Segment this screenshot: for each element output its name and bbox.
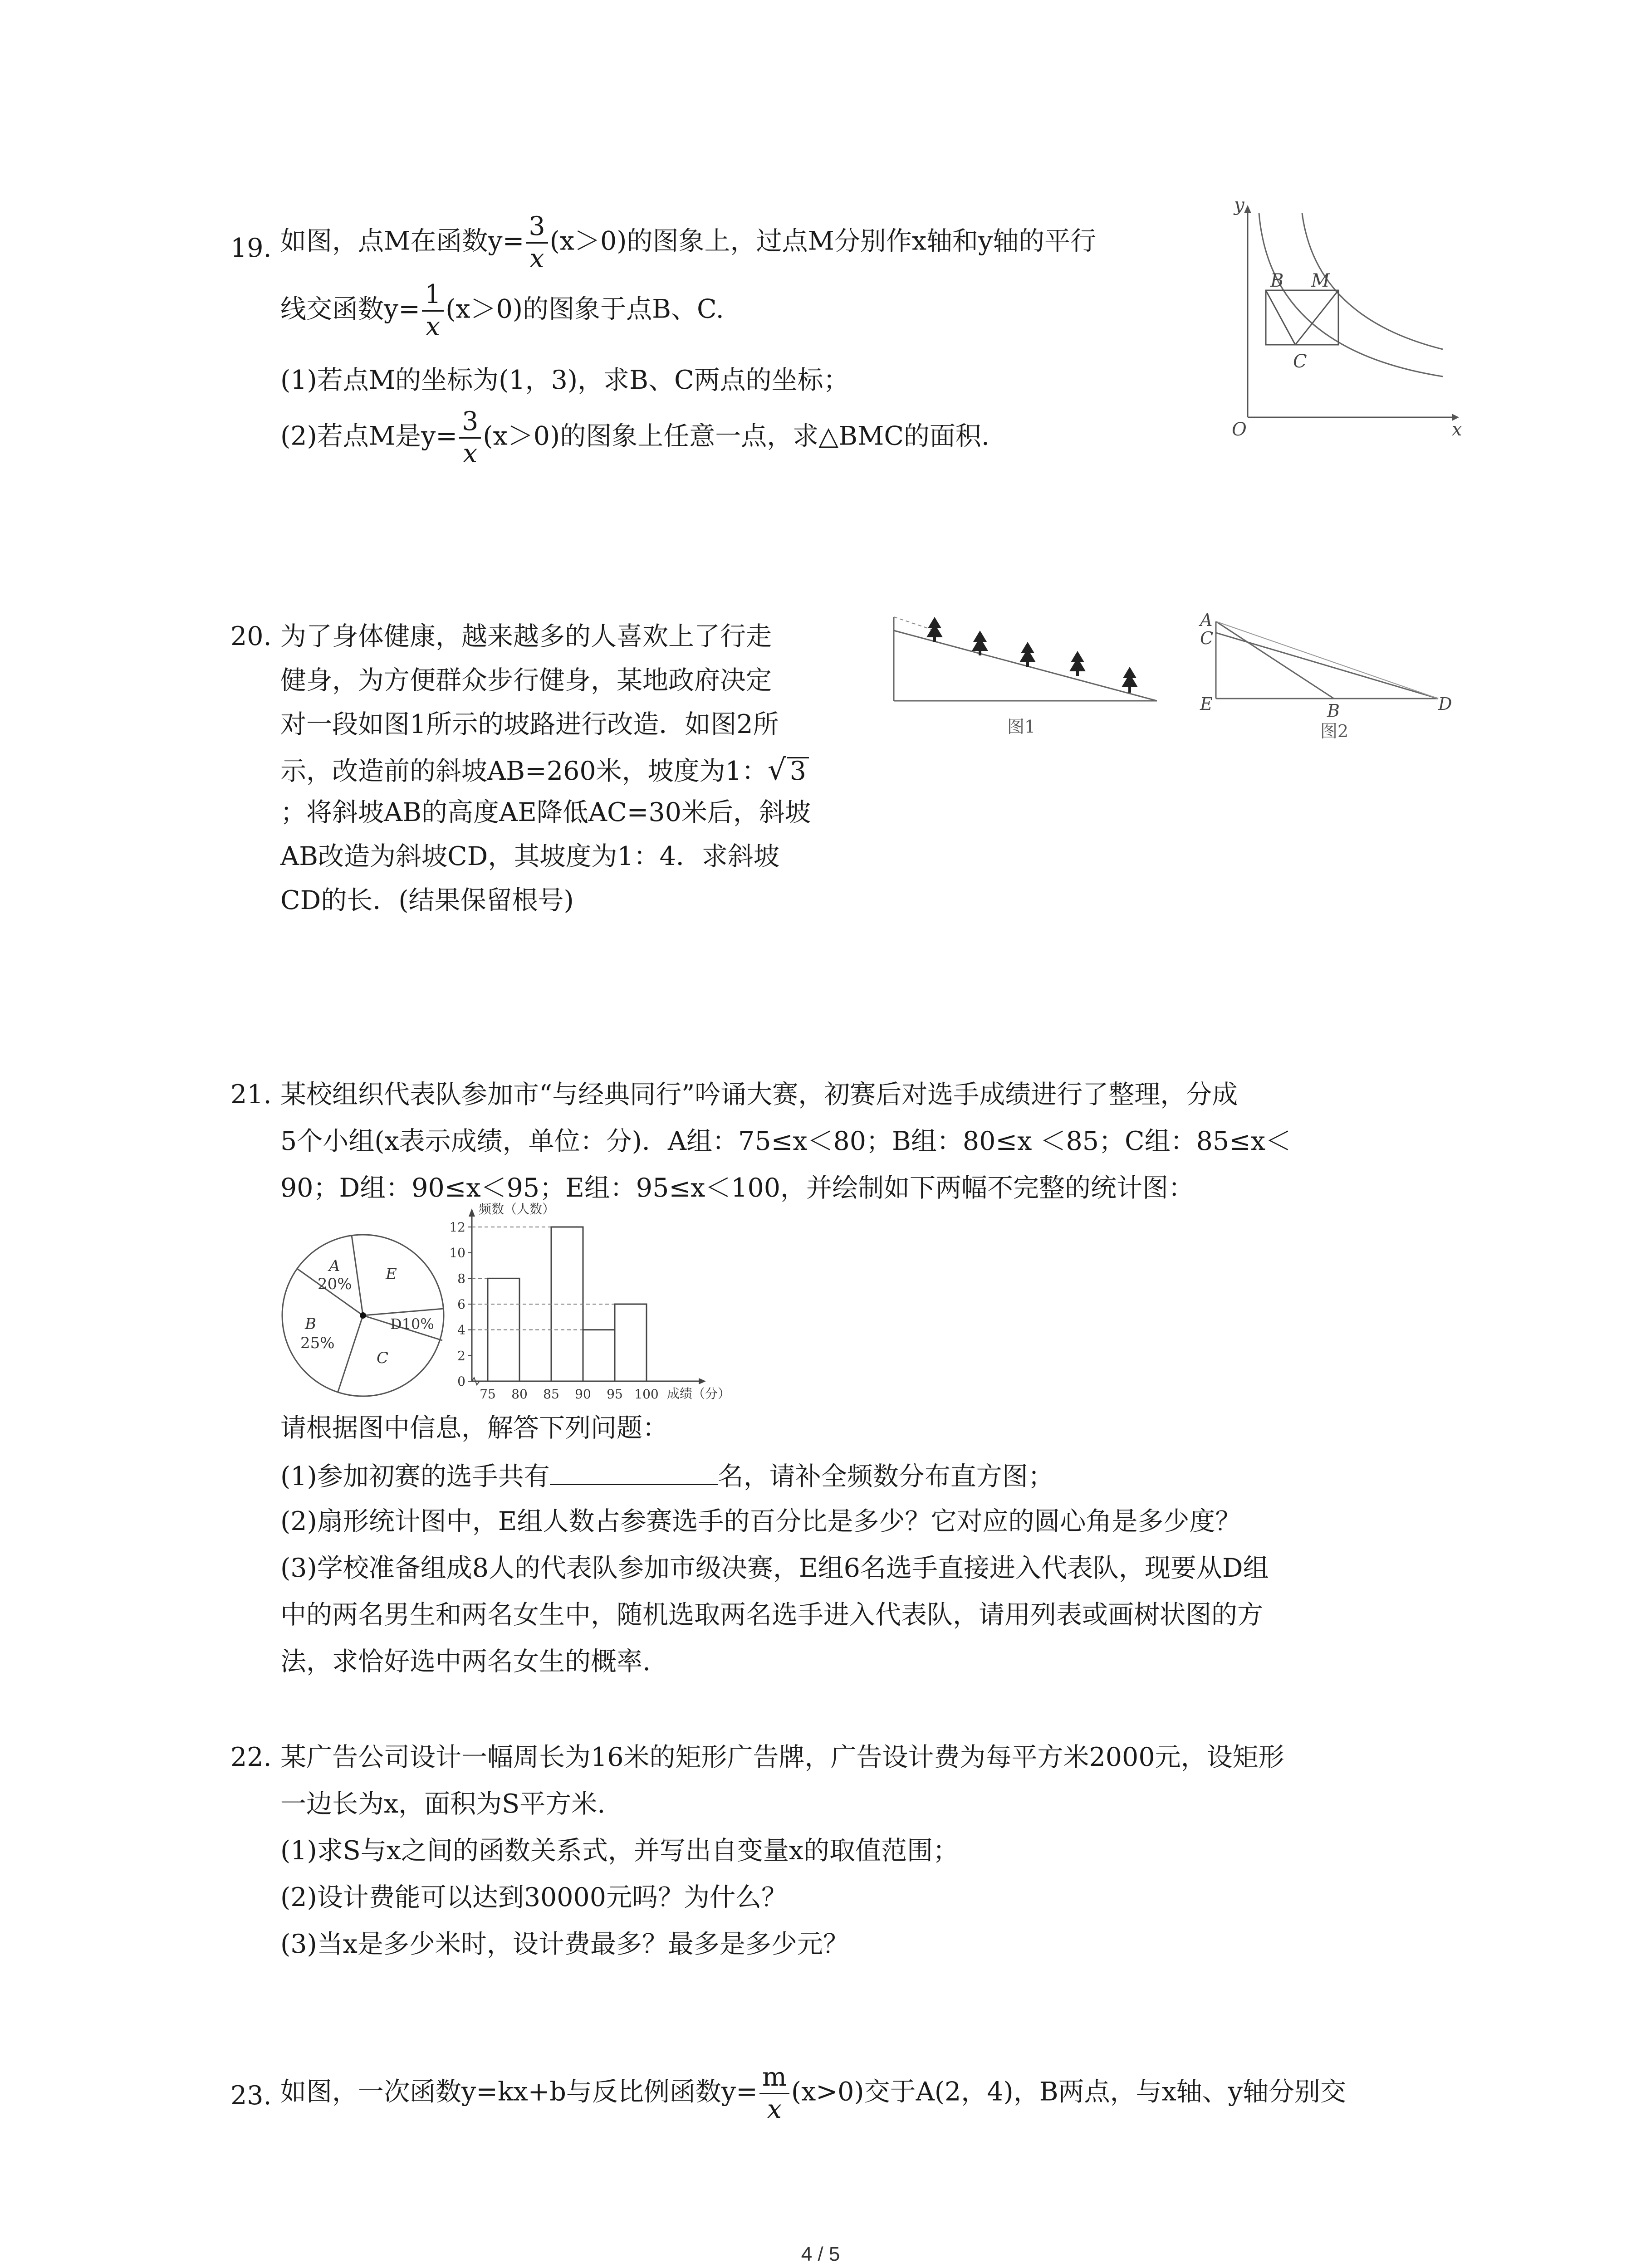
instruction-line: 请根据图中信息，解答下列问题：: [280, 1413, 668, 1443]
question-number: 23.: [230, 2081, 272, 2111]
question-text-line: 如图，点M在函数y= $\frac{3}{x}$ (x＞0)的图象上，过点M分别作x轴和y轴的平行: [280, 211, 1097, 274]
question-text-line: 示，改造前的斜坡AB=260米，坡度为1：√ 3: [280, 756, 809, 785]
frequency-histogram: [445, 1202, 762, 1406]
figure-20-1-slope: [889, 603, 1171, 753]
fraction: $\frac{3}{x}$: [526, 213, 548, 273]
question-text-line: 某广告公司设计一幅周长为16米的矩形广告牌，广告设计费为每平方米2000元，设矩形: [280, 1742, 1284, 1772]
sub-question-3: 法，求恰好选中两名女生的概率.: [280, 1647, 651, 1677]
x-tick-label: 85: [543, 1387, 559, 1402]
question-number: 22.: [230, 1742, 272, 1772]
x-tick-label: 80: [511, 1387, 528, 1402]
sub-question-1: (1)参加初赛的选手共有 名，请补全频数分布直方图；: [280, 1461, 1054, 1491]
pie-label-b-pct: 25%: [300, 1334, 335, 1352]
sub-question-1: (1)若点M的坐标为(1，3)，求B、C两点的坐标；: [280, 365, 849, 395]
y-tick-label: 0: [457, 1374, 465, 1389]
point-a-label: A: [1200, 610, 1213, 630]
point-c-label: C: [1200, 628, 1214, 648]
y-tick-label: 2: [457, 1348, 465, 1364]
sqrt-radicand: 3: [787, 757, 809, 784]
origin-label: O: [1232, 419, 1247, 440]
fraction: $\frac{1}{x}$: [422, 281, 444, 341]
x-axis-label: x: [1452, 419, 1462, 440]
tree-icon: [926, 617, 943, 642]
question-text-line: 线交函数y= $\frac{1}{x}$ (x＞0)的图象于点B、C.: [280, 279, 724, 342]
histogram-bar: [615, 1304, 647, 1381]
y-tick-label: 6: [457, 1297, 465, 1312]
question-text-line: 对一段如图1所示的坡路进行改造．如图2所: [280, 709, 779, 739]
fraction: $\frac{m}{x}$: [759, 2064, 789, 2123]
y-axis-label: y: [1234, 195, 1244, 215]
question-text-line: 90；D组：90≤x＜95；E组：95≤x＜100，并绘制如下两幅不完整的统计图：: [280, 1173, 1195, 1203]
question-text-line: 5个小组(x表示成绩，单位：分)．A组：75≤x＜80；B组：80≤x ＜85；C组：85≤x＜: [280, 1126, 1292, 1156]
question-text-line: ；将斜坡AB的高度AE降低AC=30米后，斜坡: [280, 797, 811, 827]
pie-label-c: C: [377, 1349, 389, 1367]
point-d-label: D: [1438, 694, 1452, 714]
question-number: 20.: [230, 621, 272, 651]
question-text-line: 某校组织代表队参加市“与经典同行”吟诵大赛，初赛后对选手成绩进行了整理，分成: [280, 1080, 1238, 1110]
x-tick-label: 75: [480, 1387, 496, 1402]
answer-blank[interactable]: [550, 1462, 718, 1485]
sub-question-3: (3)当x是多少米时，设计费最多？最多是多少元？: [280, 1929, 849, 1959]
y-tick-label: 10: [449, 1245, 465, 1261]
sub-question-2: (2)扇形统计图中，E组人数占参赛选手的百分比是多少？它对应的圆心角是多少度？: [280, 1506, 1241, 1536]
x-tick-label: 95: [607, 1387, 623, 1402]
sub-question-3: 中的两名男生和两名女生中，随机选取两名选手进入代表队，请用列表或画树状图的方: [280, 1600, 1263, 1630]
tree-icon: [1019, 642, 1036, 667]
x-tick-label: 100: [634, 1387, 659, 1402]
question-number: 19.: [230, 233, 272, 263]
question-text-line: 健身，为方便群众步行健身，某地政府决定: [280, 665, 772, 695]
figure-1-caption: 图1: [1007, 717, 1036, 737]
page-footer: 4 / 5: [801, 2243, 840, 2265]
figure-19-hyperbola: [1207, 195, 1462, 440]
question-text-line: CD的长．(结果保留根号): [280, 885, 574, 915]
question-text-line: AB改造为斜坡CD，其坡度为1：4．求斜坡: [280, 841, 779, 871]
point-e-label: E: [1200, 694, 1213, 714]
tree-icon: [1122, 667, 1138, 693]
pie-label-a-pct: 20%: [318, 1275, 352, 1293]
y-axis-title: 频数（人数）: [479, 1202, 555, 1217]
figure-2-caption: 图2: [1320, 721, 1349, 741]
question-text-line: 如图，一次函数y=kx+b与反比例函数y= $\frac{m}{x}$ (x>0)交于A(2，4)，B两点，与x轴、y轴分别交: [280, 2062, 1346, 2124]
pie-label-b: B: [305, 1315, 316, 1333]
tree-icon: [1069, 651, 1086, 676]
sub-question-3: (3)学校准备组成8人的代表队参加市级决赛，E组6名选手直接进入代表队，现要从D组: [280, 1553, 1269, 1583]
y-tick-label: 4: [457, 1322, 465, 1338]
question-number: 21.: [230, 1080, 272, 1110]
histogram-bar: [583, 1330, 615, 1381]
x-tick-label: 90: [575, 1387, 591, 1402]
point-m-label: M: [1311, 270, 1330, 291]
fraction: $\frac{3}{x}$: [459, 408, 481, 468]
y-tick-label: 8: [457, 1271, 465, 1286]
point-b-label: B: [1327, 701, 1340, 721]
pie-label-a: A: [329, 1257, 340, 1275]
sub-question-1: (1)求S与x之间的函数关系式，并写出自变量x的取值范围；: [280, 1836, 959, 1866]
sub-question-2: (2)若点M是y= $\frac{3}{x}$ (x＞0)的图象上任意一点，求△BMC的面积.: [280, 406, 990, 469]
pie-chart: [277, 1229, 449, 1402]
question-text-line: 一边长为x，面积为S平方米.: [280, 1789, 606, 1819]
x-axis-title: 成绩（分）: [667, 1386, 731, 1401]
pie-label-e: E: [386, 1265, 397, 1283]
point-c-label: C: [1293, 351, 1307, 372]
figure-20-2-triangles: [1198, 612, 1461, 762]
y-tick-label: 12: [449, 1220, 465, 1235]
question-text-line: 为了身体健康，越来越多的人喜欢上了行走: [280, 621, 772, 651]
sub-question-2: (2)设计费能可以达到30000元吗？为什么？: [280, 1882, 788, 1912]
point-b-label: B: [1270, 270, 1284, 291]
pie-label-d: D10%: [390, 1315, 434, 1333]
